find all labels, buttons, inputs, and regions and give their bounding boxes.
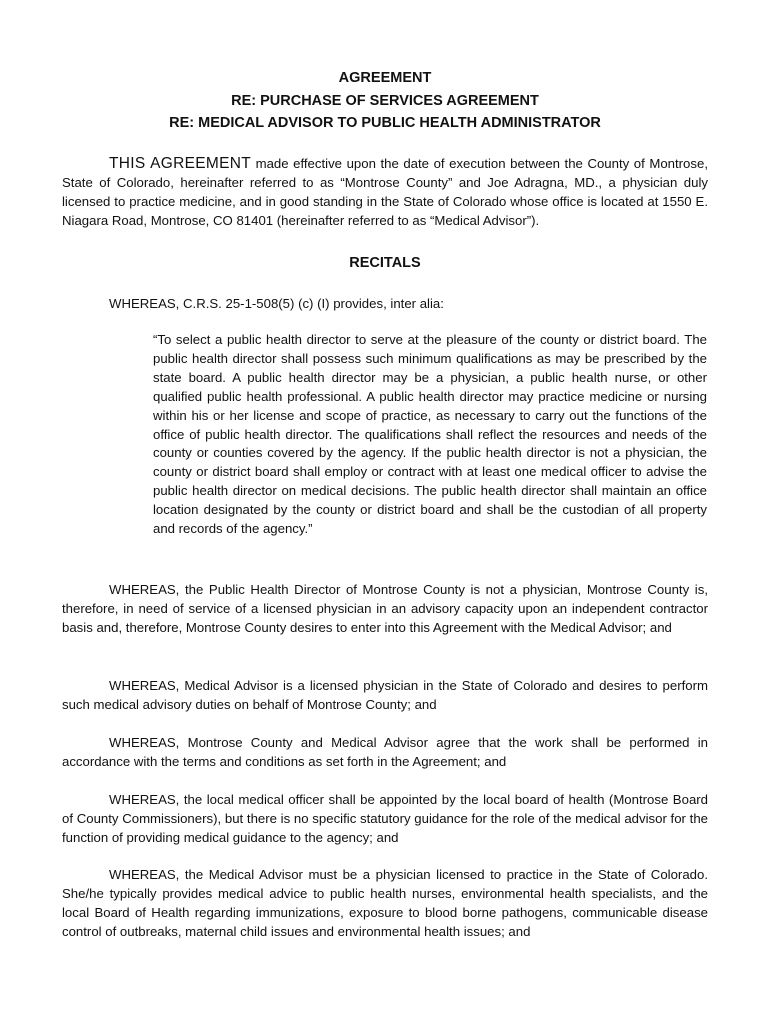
recitals-heading: RECITALS (349, 255, 421, 271)
statute-quote: “To select a public health director to serve at the pleasure of the county or district board. The public health director shall possess such minimum qualifications as may be prescribed by the state board. A public health director may be a physician, a public health nurse, or other qualified public health professional. A public health director may practice medicine or nursing within his or her license and scope of practice, as necessary to carry out the functions of the office of public health director. The qualifications shall reflect the resources and needs of the county or counties covered by the agency. If the public health director is not a physician, the county or district board shall employ or contract with at least one medical officer to advise the public health director on medical decisions. The public health director shall maintain an office location designated by the county or district board and shall be the custodian of all property and records of the agency.” (153, 332, 707, 537)
whereas-paragraph-4: WHEREAS, the local medical officer shall be appointed by the local board of health (Montrose Board of County Commissioners), but there is no specific statutory guidance for the role of the medical advisor for the function of providing medical guidance to the agency; and (62, 792, 708, 845)
whereas-paragraph-1: WHEREAS, the Public Health Director of Montrose County is not a physician, Montrose County is, therefore, in need of service of a licensed physician in an advisory capacity upon an independent contractor basis and, therefore, Montrose County desires to enter into this Agreement with the Medical Advisor; and (62, 582, 708, 635)
title-line-agreement: AGREEMENT (338, 70, 432, 86)
title-line-purchase: RE: PURCHASE OF SERVICES AGREEMENT (231, 92, 539, 109)
whereas-paragraph-3: WHEREAS, Montrose County and Medical Advisor agree that the work shall be performed in accordance with the terms and conditions as set forth in the Agreement; and (62, 735, 708, 769)
whereas-paragraph-2: WHEREAS, Medical Advisor is a licensed physician in the State of Colorado and desires to perform such medical advisory duties on behalf of Montrose County; and (62, 678, 708, 712)
intro-body: made effective upon the date of execution between the County of Montrose, State of Colorado, hereinafter referred to as “Montrose County” and Joe Adragna, MD., a physician duly licensed to practice medicine, and in good standing in the State of Colorado whose office is located at 1550 E. Niagara Road, Montrose, CO 81401 (hereinafter referred to as “Medical Advisor”). (62, 156, 708, 228)
whereas-paragraph-5: WHEREAS, the Medical Advisor must be a physician licensed to practice in the State of Colorado. She/he typically provides medical advice to public health nurses, environmental health specialists, and the local Board of Health regarding immunizations, exposure to blood borne pathogens, communicable disease control of outbreaks, maternal child issues and environmental health issues; and (62, 867, 708, 939)
document-title (0, 67, 770, 135)
title-line-medical-advisor: RE: MEDICAL ADVISOR TO PUBLIC HEALTH ADMINISTRATOR (169, 115, 601, 131)
intro-lead: THIS AGREEMENT (109, 155, 252, 172)
intro-paragraph (62, 154, 708, 230)
whereas-statute: WHEREAS, C.R.S. 25-1-508(5) (c) (I) provides, inter alia: (109, 296, 444, 311)
